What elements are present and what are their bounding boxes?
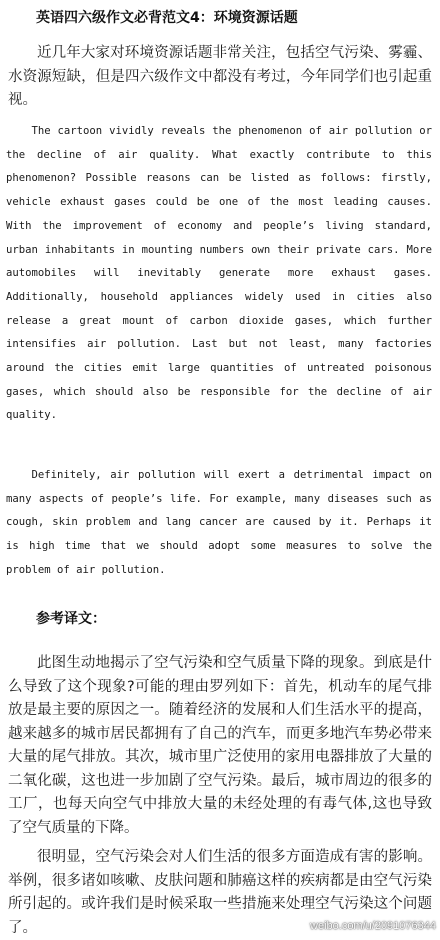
translation-paragraph-2: 很明显，空气污染会对人们生活的很多方面造成有害的影响。举例，很多诸如咳嗽、皮肤问题和肺癌这样的疾病都是由空气污染所引起的。或许我们是时候采取一些措施来处理空气污染这个问题了。 bbox=[8, 849, 432, 936]
essay-paragraph-1: The cartoon vividly reveals the phenomenon of air pollution or the decline of air quality. What exactly contribute to this phenomenon? Possible reasons can be listed as follows: firstly, vehicle exhaust gases could be one of the most leading causes. With the improvement of economy and people’s living standard, urban inhabitants in mounting numbers own their private cars. More automobiles will inevitably generate more exhaust gases. Additionally, household appliances widely used in cities also release a great mount of carbon dioxide gases, which further intensifies air pollution. Last but not least, many factories around the cities emit large quantities of untreated poisonous gases, which should also be responsible for the decline of air quality. bbox=[6, 125, 432, 422]
essay-paragraph-2: Definitely, air pollution will exert a detrimental impact on many aspects of people’s life. For example, many diseases such as cough, skin problem and lang cancer are caused by it. Perhaps it is high time that we should adopt some measures to solve the problem of air pollution. bbox=[6, 469, 432, 576]
intro-paragraph: 近几年大家对环境资源话题非常关注，包括空气污染、雾霾、水资源短缺，但是四六级作文中都没有考过，今年同学们也引起重视。 bbox=[8, 45, 432, 108]
translation-paragraph-1: 此图生动地揭示了空气污染和空气质量下降的现象。到底是什么导致了这个现象?可能的理由罗列如下：首先，机动车的尾气排放是最主要的原因之一。随着经济的发展和人们生活水平的提高，越来越多的城市居民都拥有了自己的汽车，而更多地汽车势必带来大量的尾气排放。其次，城市里广泛使用的家用电器排放了大量的二氧化碳，这也进一步加剧了空气污染。最后，城市周边的很多的工厂，也每天向空气中排放大量的未经处理的有毒气体,这也导致了空气质量的下降。 bbox=[8, 655, 432, 836]
article-title: 英语四六级作文必背范文4：环境资源话题 bbox=[36, 10, 298, 26]
weibo-watermark: weibo.com/u/2091076344 bbox=[310, 920, 436, 932]
translation-heading: 参考译文： bbox=[36, 611, 106, 627]
